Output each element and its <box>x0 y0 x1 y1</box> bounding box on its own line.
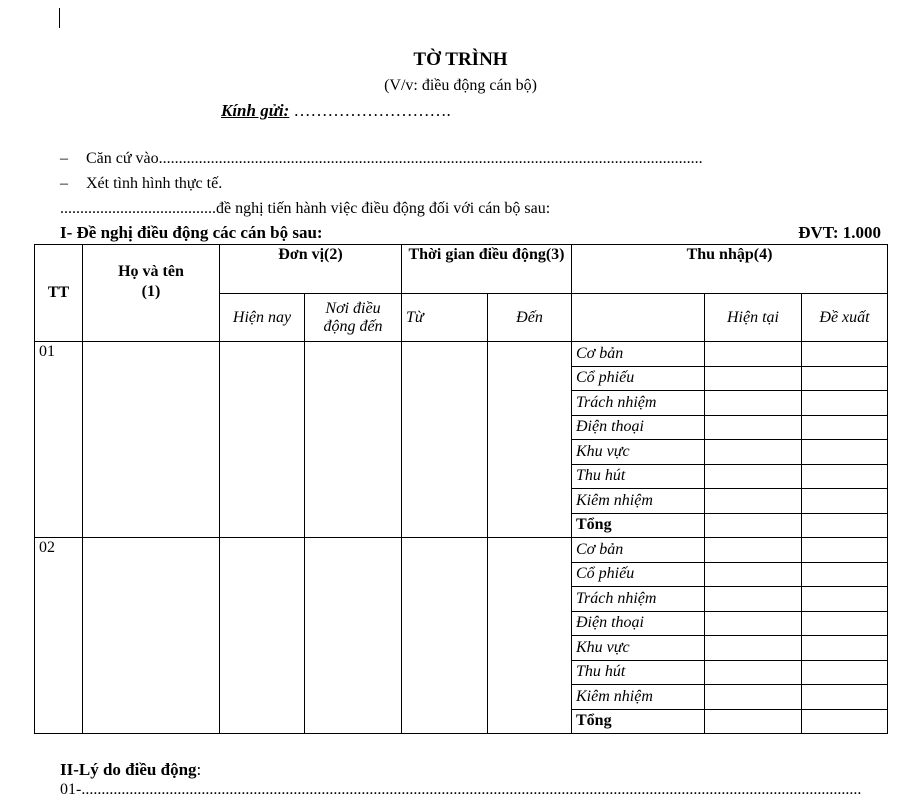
cell-proposed-value <box>802 440 888 465</box>
subheader-from: Từ <box>402 294 488 342</box>
situation-line <box>60 175 222 193</box>
income-label: Điện thoại <box>572 611 705 636</box>
income-label: Cổ phiếu <box>572 562 705 587</box>
cell-destination <box>305 342 402 538</box>
cell-present-value <box>705 464 802 489</box>
header-time: Thời gian điều động(3) <box>402 245 572 294</box>
cell-proposed-value <box>802 366 888 391</box>
income-label: Khu vực <box>572 440 705 465</box>
header-name-line2: (1) <box>141 283 161 300</box>
income-label: Thu hút <box>572 464 705 489</box>
unit-label: ĐVT: 1.000 <box>798 223 881 242</box>
cell-tt: 01 <box>35 342 83 538</box>
cell-present-value <box>705 709 802 734</box>
cell-present-value <box>705 342 802 367</box>
subheader-current-unit: Hiện nay <box>220 294 305 342</box>
table-body <box>35 342 888 734</box>
income-label: Trách nhiệm <box>572 587 705 612</box>
income-label: Kiêm nhiệm <box>572 685 705 710</box>
recipient-line <box>221 101 451 121</box>
section1-heading: I- Đề nghị điều động các cán bộ sau: <box>60 223 323 242</box>
income-label: Kiêm nhiệm <box>572 489 705 514</box>
cell-present-value <box>705 685 802 710</box>
cell-proposed-value <box>802 391 888 416</box>
cell-proposed-value <box>802 562 888 587</box>
cell-from <box>402 342 488 538</box>
dash-bullet: – <box>60 150 68 167</box>
basis-line <box>60 150 703 168</box>
cell-present-value <box>705 513 802 538</box>
cell-from <box>402 538 488 734</box>
cell-proposed-value <box>802 709 888 734</box>
section2-heading-row <box>60 760 201 780</box>
cell-destination <box>305 538 402 734</box>
income-label: Trách nhiệm <box>572 391 705 416</box>
subheader-destination: Nơi điều động đến <box>305 294 402 342</box>
proposal-line: .......................................đề nghị tiến hành việc điều động đối với cán bộ sau: <box>60 200 551 217</box>
recipient-label: Kính gửi: <box>221 101 290 120</box>
income-label: Điện thoại <box>572 415 705 440</box>
cell-proposed-value <box>802 415 888 440</box>
cell-proposed-value <box>802 660 888 685</box>
cell-present-value <box>705 415 802 440</box>
text-cursor <box>59 8 60 28</box>
income-label: Tổng <box>572 709 705 734</box>
subheader-to: Đến <box>488 294 572 342</box>
cell-present-value <box>705 562 802 587</box>
cell-present-value <box>705 587 802 612</box>
cell-tt: 02 <box>35 538 83 734</box>
situation-text: Xét tình hình thực tế. <box>86 175 223 192</box>
income-label: Thu hút <box>572 660 705 685</box>
income-label: Khu vực <box>572 636 705 661</box>
cell-present-value <box>705 660 802 685</box>
cell-proposed-value <box>802 464 888 489</box>
cell-proposed-value <box>802 636 888 661</box>
income-label: Tổng <box>572 513 705 538</box>
header-income: Thu nhập(4) <box>572 245 888 294</box>
cell-present-value <box>705 391 802 416</box>
income-label: Cơ bản <box>572 538 705 563</box>
section1-heading-row <box>60 223 881 243</box>
cell-proposed-value <box>802 342 888 367</box>
income-label: Cổ phiếu <box>572 366 705 391</box>
cell-proposed-value <box>802 587 888 612</box>
table-row <box>35 538 888 563</box>
cell-present-value <box>705 440 802 465</box>
header-name <box>83 245 220 342</box>
cell-present-value <box>705 636 802 661</box>
cell-present-value <box>705 538 802 563</box>
cell-present-value <box>705 611 802 636</box>
subheader-blank <box>572 294 705 342</box>
cell-to <box>488 342 572 538</box>
cell-present-value <box>705 366 802 391</box>
cell-proposed-value <box>802 513 888 538</box>
header-row-1 <box>35 245 888 294</box>
cell-proposed-value <box>802 611 888 636</box>
header-unit: Đơn vị(2) <box>220 245 402 294</box>
recipient-dots: ………………………. <box>289 101 451 120</box>
cell-proposed-value <box>802 489 888 514</box>
cell-proposed-value <box>802 685 888 710</box>
cell-proposed-value <box>802 538 888 563</box>
cell-to <box>488 538 572 734</box>
cell-current-unit <box>220 342 305 538</box>
dash-bullet: – <box>60 175 68 192</box>
table-row <box>35 342 888 367</box>
section2-heading: II-Lý do điều động <box>60 760 197 779</box>
cell-present-value <box>705 489 802 514</box>
reason-line-1: 01-................................................................................................................................................................................................... <box>60 781 862 798</box>
header-tt: TT <box>35 245 83 342</box>
cell-name <box>83 342 220 538</box>
income-label: Cơ bản <box>572 342 705 367</box>
document-title: TỜ TRÌNH <box>413 49 508 70</box>
header-name-line1: Họ và tên <box>118 263 184 280</box>
subheader-proposed: Đề xuất <box>802 294 888 342</box>
basis-text: Căn cứ vào........................................................................................................................................ <box>86 150 703 167</box>
subheader-present: Hiện tại <box>705 294 802 342</box>
transfer-table <box>34 244 888 734</box>
document-subtitle: (V/v: điều động cán bộ) <box>384 77 537 94</box>
cell-name <box>83 538 220 734</box>
section2-colon: : <box>196 760 202 779</box>
cell-current-unit <box>220 538 305 734</box>
